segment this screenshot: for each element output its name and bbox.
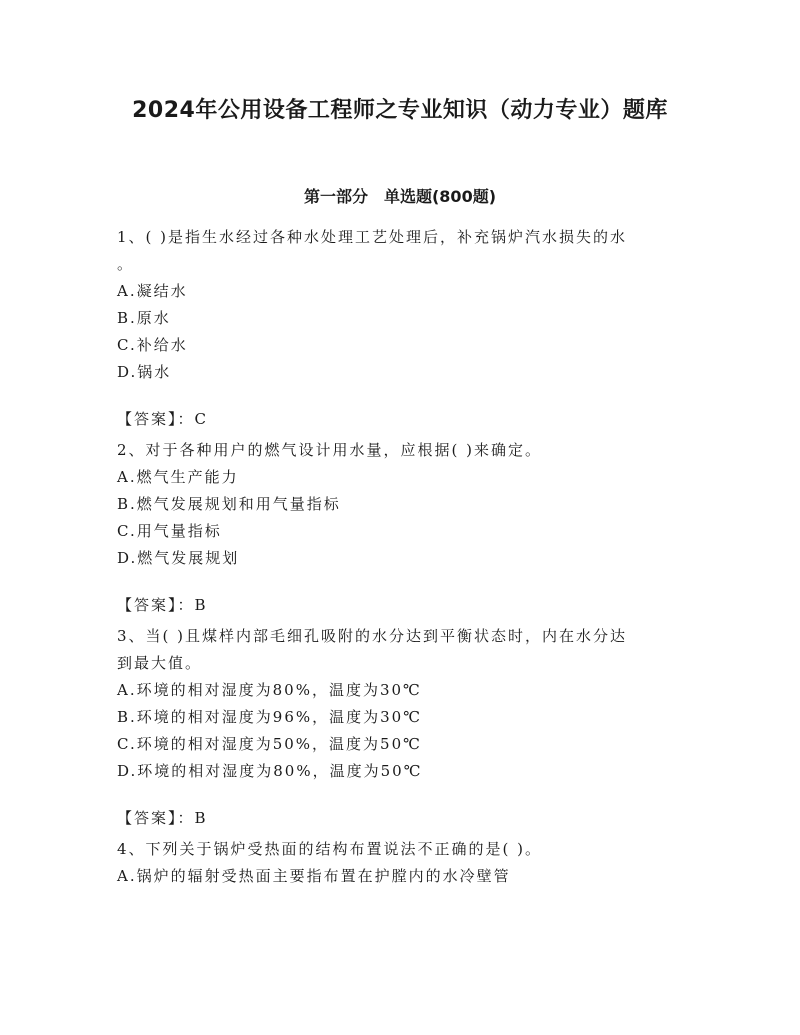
answer-value: B	[194, 596, 207, 614]
document-title: 2024年公用设备工程师之专业知识（动力专业）题库	[132, 98, 668, 123]
question-1	[117, 224, 687, 433]
question-3	[117, 623, 687, 832]
answer-line	[117, 406, 687, 433]
question-list	[117, 224, 687, 890]
option-d: D.环境的相对湿度为80%，温度为50℃	[117, 762, 423, 780]
question-stem-continued: 到最大值。	[117, 654, 203, 672]
option-a: A.环境的相对湿度为80%，温度为30℃	[117, 681, 422, 699]
answer-value: C	[194, 410, 207, 428]
option-b: B.原水	[117, 309, 171, 327]
question-stem-continued: 。	[117, 255, 135, 273]
question-2	[117, 437, 687, 619]
option-b: B.燃气发展规划和用气量指标	[117, 495, 341, 513]
option-d: D.锅水	[117, 363, 172, 381]
question-stem: 2、对于各种用户的燃气设计用水量，应根据( )来确定。	[117, 441, 543, 459]
option-d: D.燃气发展规划	[117, 549, 240, 567]
option-b: B.环境的相对湿度为96%，温度为30℃	[117, 708, 422, 726]
answer-line	[117, 592, 687, 619]
question-4	[117, 836, 687, 890]
option-c: C.环境的相对湿度为50%，温度为50℃	[117, 735, 422, 753]
answer-label: 【答案】：	[117, 596, 195, 614]
question-stem: 1、( )是指生水经过各种水处理工艺处理后，补充锅炉汽水损失的水	[117, 228, 628, 246]
option-a: A.锅炉的辐射受热面主要指布置在护膛内的水冷壁管	[117, 867, 511, 885]
answer-line	[117, 805, 687, 832]
option-a: A.凝结水	[117, 282, 188, 300]
question-stem: 4、下列关于锅炉受热面的结构布置说法不正确的是( )。	[117, 840, 543, 858]
question-stem: 3、当( )且煤样内部毛细孔吸附的水分达到平衡状态时，内在水分达	[117, 627, 628, 645]
option-c: C.补给水	[117, 336, 188, 354]
section-title: 第一部分 单选题(800题)	[303, 187, 497, 206]
answer-label: 【答案】：	[117, 809, 195, 827]
option-a: A.燃气生产能力	[117, 468, 239, 486]
option-c: C.用气量指标	[117, 522, 222, 540]
answer-value: B	[194, 809, 207, 827]
answer-label: 【答案】：	[117, 410, 195, 428]
